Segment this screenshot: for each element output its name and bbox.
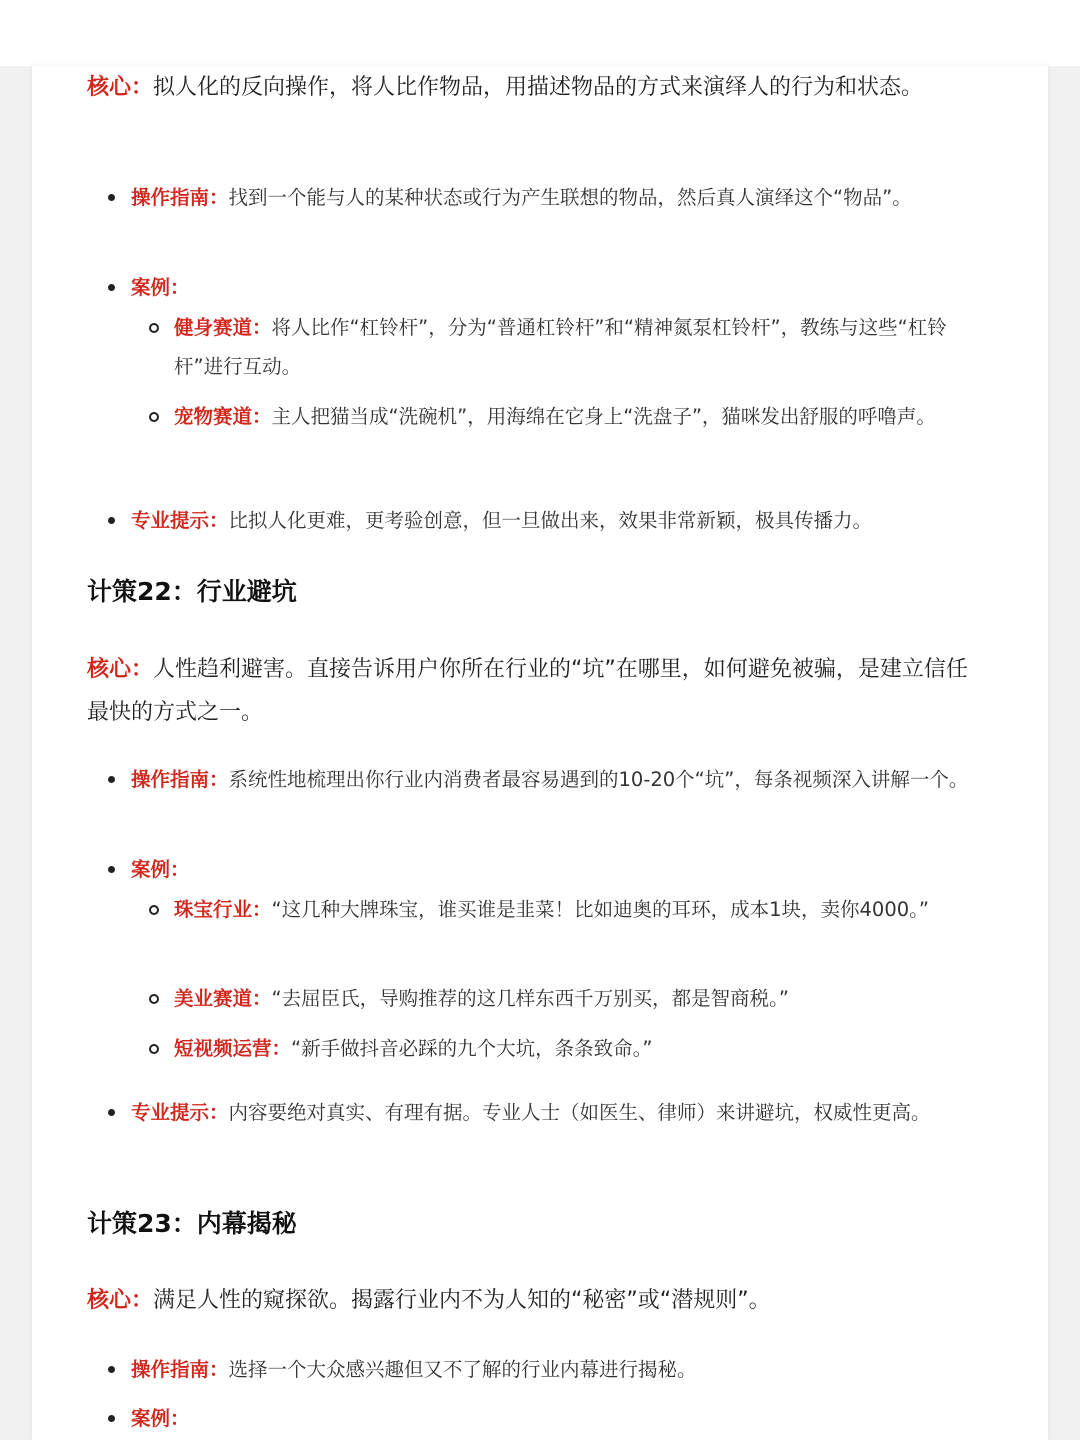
guide-text: 系统性地梳理出你行业内消费者最容易遇到的10-20个“坑”，每条视频深入讲解一个。 bbox=[228, 768, 969, 791]
bullet-icon bbox=[108, 866, 115, 873]
list-item-tip bbox=[131, 501, 991, 540]
bullet-icon bbox=[108, 1366, 115, 1373]
core-text: 人性趋利避害。直接告诉用户你所在行业的“坑”在哪里，如何避免被骗，是建立信任最快的方式之一。 bbox=[87, 657, 968, 725]
top-bar bbox=[0, 0, 1080, 66]
tip-text: 内容要绝对真实、有理有据。专业人士（如医生、律师）来讲避坑，权威性更高。 bbox=[228, 1101, 931, 1124]
tip-label: 专业提示： bbox=[131, 1101, 229, 1124]
bullet-icon bbox=[108, 517, 115, 524]
case-text: 主人把猫当成“洗碗机”，用海绵在它身上“洗盘子”，猫咪发出舒服的呼噜声。 bbox=[271, 405, 936, 428]
core-text: 满足人性的窥探欲。揭露行业内不为人知的“秘密”或“潜规则”。 bbox=[153, 1288, 771, 1313]
circle-bullet-icon bbox=[149, 1044, 159, 1054]
bullet-icon bbox=[108, 776, 115, 783]
section-heading: 计策22：行业避坑 bbox=[87, 577, 297, 606]
guide-label: 操作指南： bbox=[131, 768, 229, 791]
case-text: “新手做抖音必踩的九个大坑，条条致命。” bbox=[291, 1037, 653, 1060]
core-paragraph bbox=[87, 648, 987, 734]
case-text: “去屈臣氏，导购推荐的这几样东西千万别买，都是智商税。” bbox=[271, 987, 789, 1010]
case-text: 将人比作“杠铃杆”，分为“普通杠铃杆”和“精神氮泵杠铃杆”，教练与这些“杠铃杆”进行互动。 bbox=[174, 316, 947, 378]
section-heading: 计策23：内幕揭秘 bbox=[87, 1209, 297, 1238]
circle-bullet-icon bbox=[149, 905, 159, 915]
core-label: 核心： bbox=[87, 1288, 154, 1313]
guide-text: 找到一个能与人的某种状态或行为产生联想的物品，然后真人演绎这个“物品”。 bbox=[228, 186, 912, 209]
case-label: 健身赛道： bbox=[174, 316, 272, 339]
list-item-cases bbox=[131, 850, 991, 889]
case-label: 短视频运营： bbox=[174, 1037, 292, 1060]
guide-label: 操作指南： bbox=[131, 1358, 229, 1381]
circle-bullet-icon bbox=[149, 323, 159, 333]
case-label: 珠宝行业： bbox=[174, 898, 272, 921]
case-label: 宠物赛道： bbox=[174, 405, 272, 428]
core-paragraph bbox=[87, 1279, 987, 1322]
tip-label: 专业提示： bbox=[131, 509, 229, 532]
circle-bullet-icon bbox=[149, 412, 159, 422]
list-item-guide bbox=[131, 1350, 991, 1389]
cases-label: 案例： bbox=[131, 276, 190, 299]
core-label: 核心： bbox=[87, 75, 154, 100]
list-item-tip bbox=[131, 1093, 991, 1132]
list-item-case bbox=[174, 1029, 994, 1068]
list-item-case bbox=[174, 397, 994, 436]
bullet-icon bbox=[108, 1415, 115, 1422]
list-item-cases bbox=[131, 1399, 991, 1438]
circle-bullet-icon bbox=[149, 994, 159, 1004]
case-label: 美业赛道： bbox=[174, 987, 272, 1010]
guide-text: 选择一个大众感兴趣但又不了解的行业内幕进行揭秘。 bbox=[228, 1358, 697, 1381]
guide-label: 操作指南： bbox=[131, 186, 229, 209]
core-label: 核心： bbox=[87, 657, 154, 682]
list-item-case bbox=[174, 890, 994, 929]
cases-label: 案例： bbox=[131, 858, 190, 881]
list-item-case bbox=[174, 308, 994, 386]
list-item-guide bbox=[131, 178, 991, 217]
case-text: “这几种大牌珠宝，谁买谁是韭菜！比如迪奥的耳环，成本1块，卖你4000。” bbox=[271, 898, 930, 921]
article-page bbox=[32, 66, 1048, 1440]
cases-label: 案例： bbox=[131, 1407, 190, 1430]
tip-text: 比拟人化更难，更考验创意，但一旦做出来，效果非常新颖，极具传播力。 bbox=[228, 509, 873, 532]
core-text: 拟人化的反向操作，将人比作物品，用描述物品的方式来演绎人的行为和状态。 bbox=[153, 75, 924, 100]
list-item-cases bbox=[131, 268, 991, 307]
bullet-icon bbox=[108, 194, 115, 201]
list-item-case bbox=[174, 979, 994, 1018]
list-item-guide bbox=[131, 760, 991, 799]
core-paragraph bbox=[87, 66, 987, 109]
bullet-icon bbox=[108, 1109, 115, 1116]
bullet-icon bbox=[108, 284, 115, 291]
